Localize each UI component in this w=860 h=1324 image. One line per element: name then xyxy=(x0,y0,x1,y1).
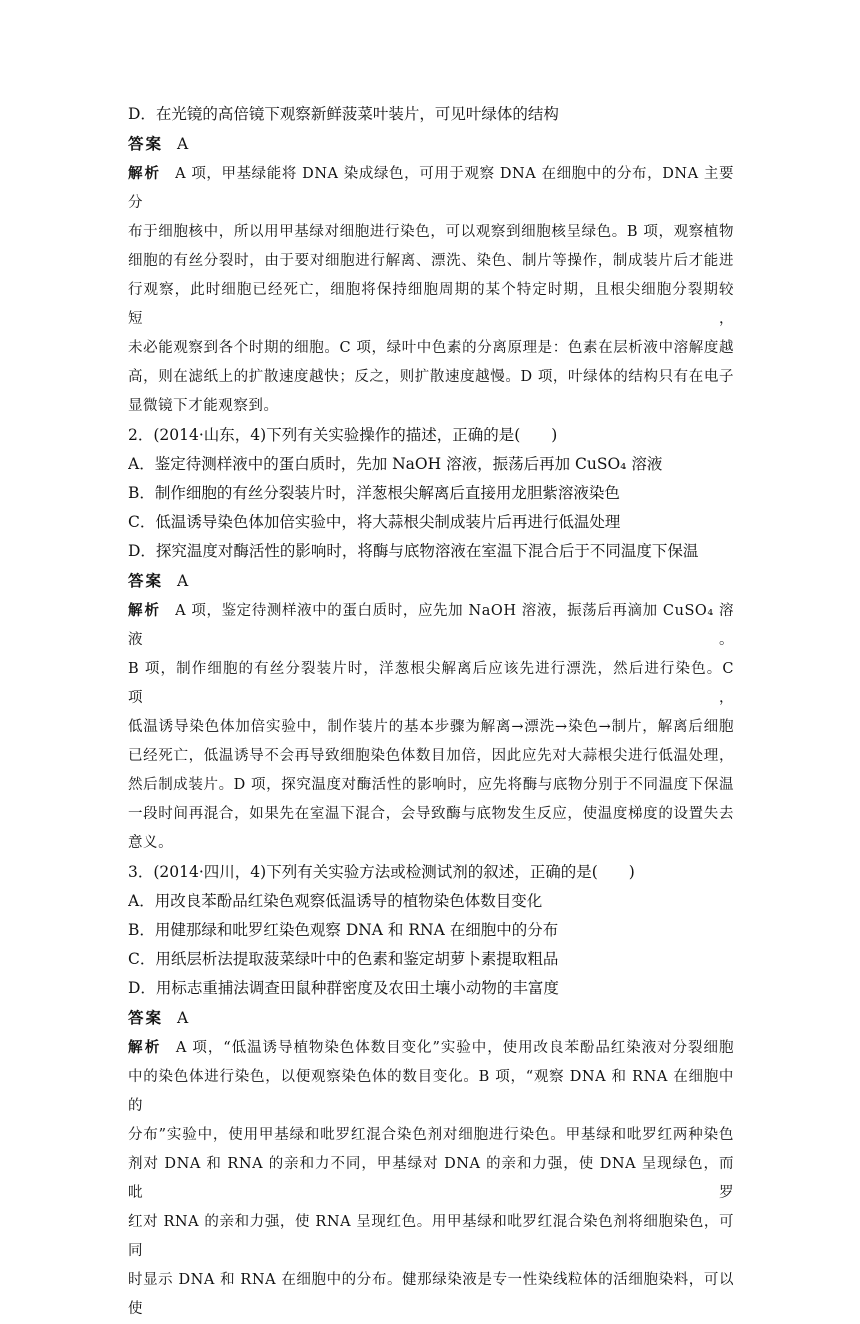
q1-answer-value: A xyxy=(177,135,189,153)
q3-analysis-line: 解析 A 项，“低温诱导植物染色体数目变化”实验中，使用改良苯酚品红染液对分裂细胞 xyxy=(128,1039,735,1056)
q2-analysis-line: 低温诱导染色体加倍实验中，制作装片的基本步骤为解离→漂洗→染色→制片，解离后细胞 xyxy=(128,719,734,735)
q2-analysis-label: 解析 xyxy=(128,602,162,619)
q2-option-d: D．探究温度对酶活性的影响时，将酶与底物溶液在室温下混合后于不同温度下保温 xyxy=(128,542,699,560)
q2-analysis-line: 解析 A 项，鉴定待测样液中的蛋白质时，应先加 NaOH 溶液，振荡后再滴加 CuSO₄ 溶液。 xyxy=(128,602,734,648)
q3-analysis-label: 解析 xyxy=(128,1039,162,1056)
q2-option-a: A．鉴定待测样液中的蛋白质时，先加 NaOH 溶液，振荡后再加 CuSO₄ 溶液 xyxy=(128,455,663,473)
q2-analysis-line: 意义。 xyxy=(128,835,174,851)
q2-analysis-line: 已经死亡，低温诱导不会再导致细胞染色体数目加倍，因此应先对大蒜根尖进行低温处理， xyxy=(128,748,734,764)
q2-answer xyxy=(128,566,734,596)
q3-option-b: B．用健那绿和吡罗红染色观察 DNA 和 RNA 在细胞中的分布 xyxy=(128,921,559,939)
q3-analysis-line: 红对 RNA 的亲和力强，使 RNA 呈现红色。用甲基绿和吡罗红混合染色剂将细胞染色，可同 xyxy=(128,1214,734,1259)
q3-option-d: D．用标志重捕法调查田鼠种群密度及农田土壤小动物的丰富度 xyxy=(128,979,559,997)
q1-analysis-line: 布于细胞核中，所以用甲基绿对细胞进行染色，可以观察到细胞核呈绿色。B 项，观察植物 xyxy=(128,224,734,240)
q1-analysis-line: 行观察，此时细胞已经死亡，细胞将保持细胞周期的某个特定时期，且根尖细胞分裂期较短， xyxy=(128,282,734,327)
q3-answer xyxy=(128,1003,734,1033)
q2-option-b: B．制作细胞的有丝分裂装片时，洋葱根尖解离后直接用龙胆紫溶液染色 xyxy=(128,484,620,502)
q2-analysis-line: 一段时间再混合，如果先在室温下混合，会导致酶与底物发生反应，使温度梯度的设置失去 xyxy=(128,806,734,822)
q3-analysis-line: 中的染色体进行染色，以便观察染色体的数目变化。B 项，“观察 DNA 和 RNA 在细胞中的 xyxy=(128,1069,734,1114)
q1-analysis-line: 细胞的有丝分裂时，由于要对细胞进行解离、漂洗、染色、制片等操作，制成装片后才能进 xyxy=(128,253,734,269)
q3-analysis-line: 剂对 DNA 和 RNA 的亲和力不同，甲基绿对 DNA 的亲和力强，使 DNA 呈现绿色，而吡罗 xyxy=(128,1156,734,1201)
q1-analysis-line: 显微镜下才能观察到。 xyxy=(128,398,279,414)
q2-option-c: C．低温诱导染色体加倍实验中，将大蒜根尖制成装片后再进行低温处理 xyxy=(128,513,621,531)
q1-analysis-label: 解析 xyxy=(128,165,162,182)
q3-answer-label: 答案 xyxy=(128,1008,164,1027)
q3-analysis-line: 分布”实验中，使用甲基绿和吡罗红混合染色剂对细胞进行染色。甲基绿和吡罗红两种染色 xyxy=(128,1127,734,1143)
q1-option-d: D．在光镜的高倍镜下观察新鲜菠菜叶装片，可见叶绿体的结构 xyxy=(128,105,559,123)
q1-analysis-line: 解析 A 项，甲基绿能将 DNA 染成绿色，可用于观察 DNA 在细胞中的分布，DNA 主要分 xyxy=(128,165,734,211)
q2-analysis-line: 然后制成装片。D 项，探究温度对酶活性的影响时，应先将酶与底物分别于不同温度下保温 xyxy=(128,777,734,793)
q2-stem: 2．(2014·山东，4)下列有关实验操作的描述，正确的是( ) xyxy=(128,426,558,444)
q2-analysis-line: B 项，制作细胞的有丝分裂装片时，洋葱根尖解离后应该先进行漂洗，然后进行染色。C 项， xyxy=(128,661,734,706)
q2-answer-value: A xyxy=(177,572,189,590)
q3-stem: 3．(2014·四川，4)下列有关实验方法或检测试剂的叙述，正确的是( ) xyxy=(128,863,635,881)
q1-answer xyxy=(128,129,734,159)
q3-answer-value: A xyxy=(177,1009,189,1027)
q1-analysis-line: 未必能观察到各个时期的细胞。C 项，绿叶中色素的分离原理是：色素在层析液中溶解度越 xyxy=(128,340,734,356)
q3-option-a: A．用改良苯酚品红染色观察低温诱导的植物染色体数目变化 xyxy=(128,892,543,910)
q1-analysis-line: 高，则在滤纸上的扩散速度越快；反之，则扩散速度越慢。D 项，叶绿体的结构只有在电子 xyxy=(128,369,734,385)
q3-analysis-line: 时显示 DNA 和 RNA 在细胞中的分布。健那绿染液是专一性染线粒体的活细胞染料，可以使 xyxy=(128,1272,734,1317)
q1-answer-label: 答案 xyxy=(128,134,164,153)
q3-option-c: C．用纸层析法提取菠菜绿叶中的色素和鉴定胡萝卜素提取粗品 xyxy=(128,950,559,968)
q2-answer-label: 答案 xyxy=(128,571,164,590)
